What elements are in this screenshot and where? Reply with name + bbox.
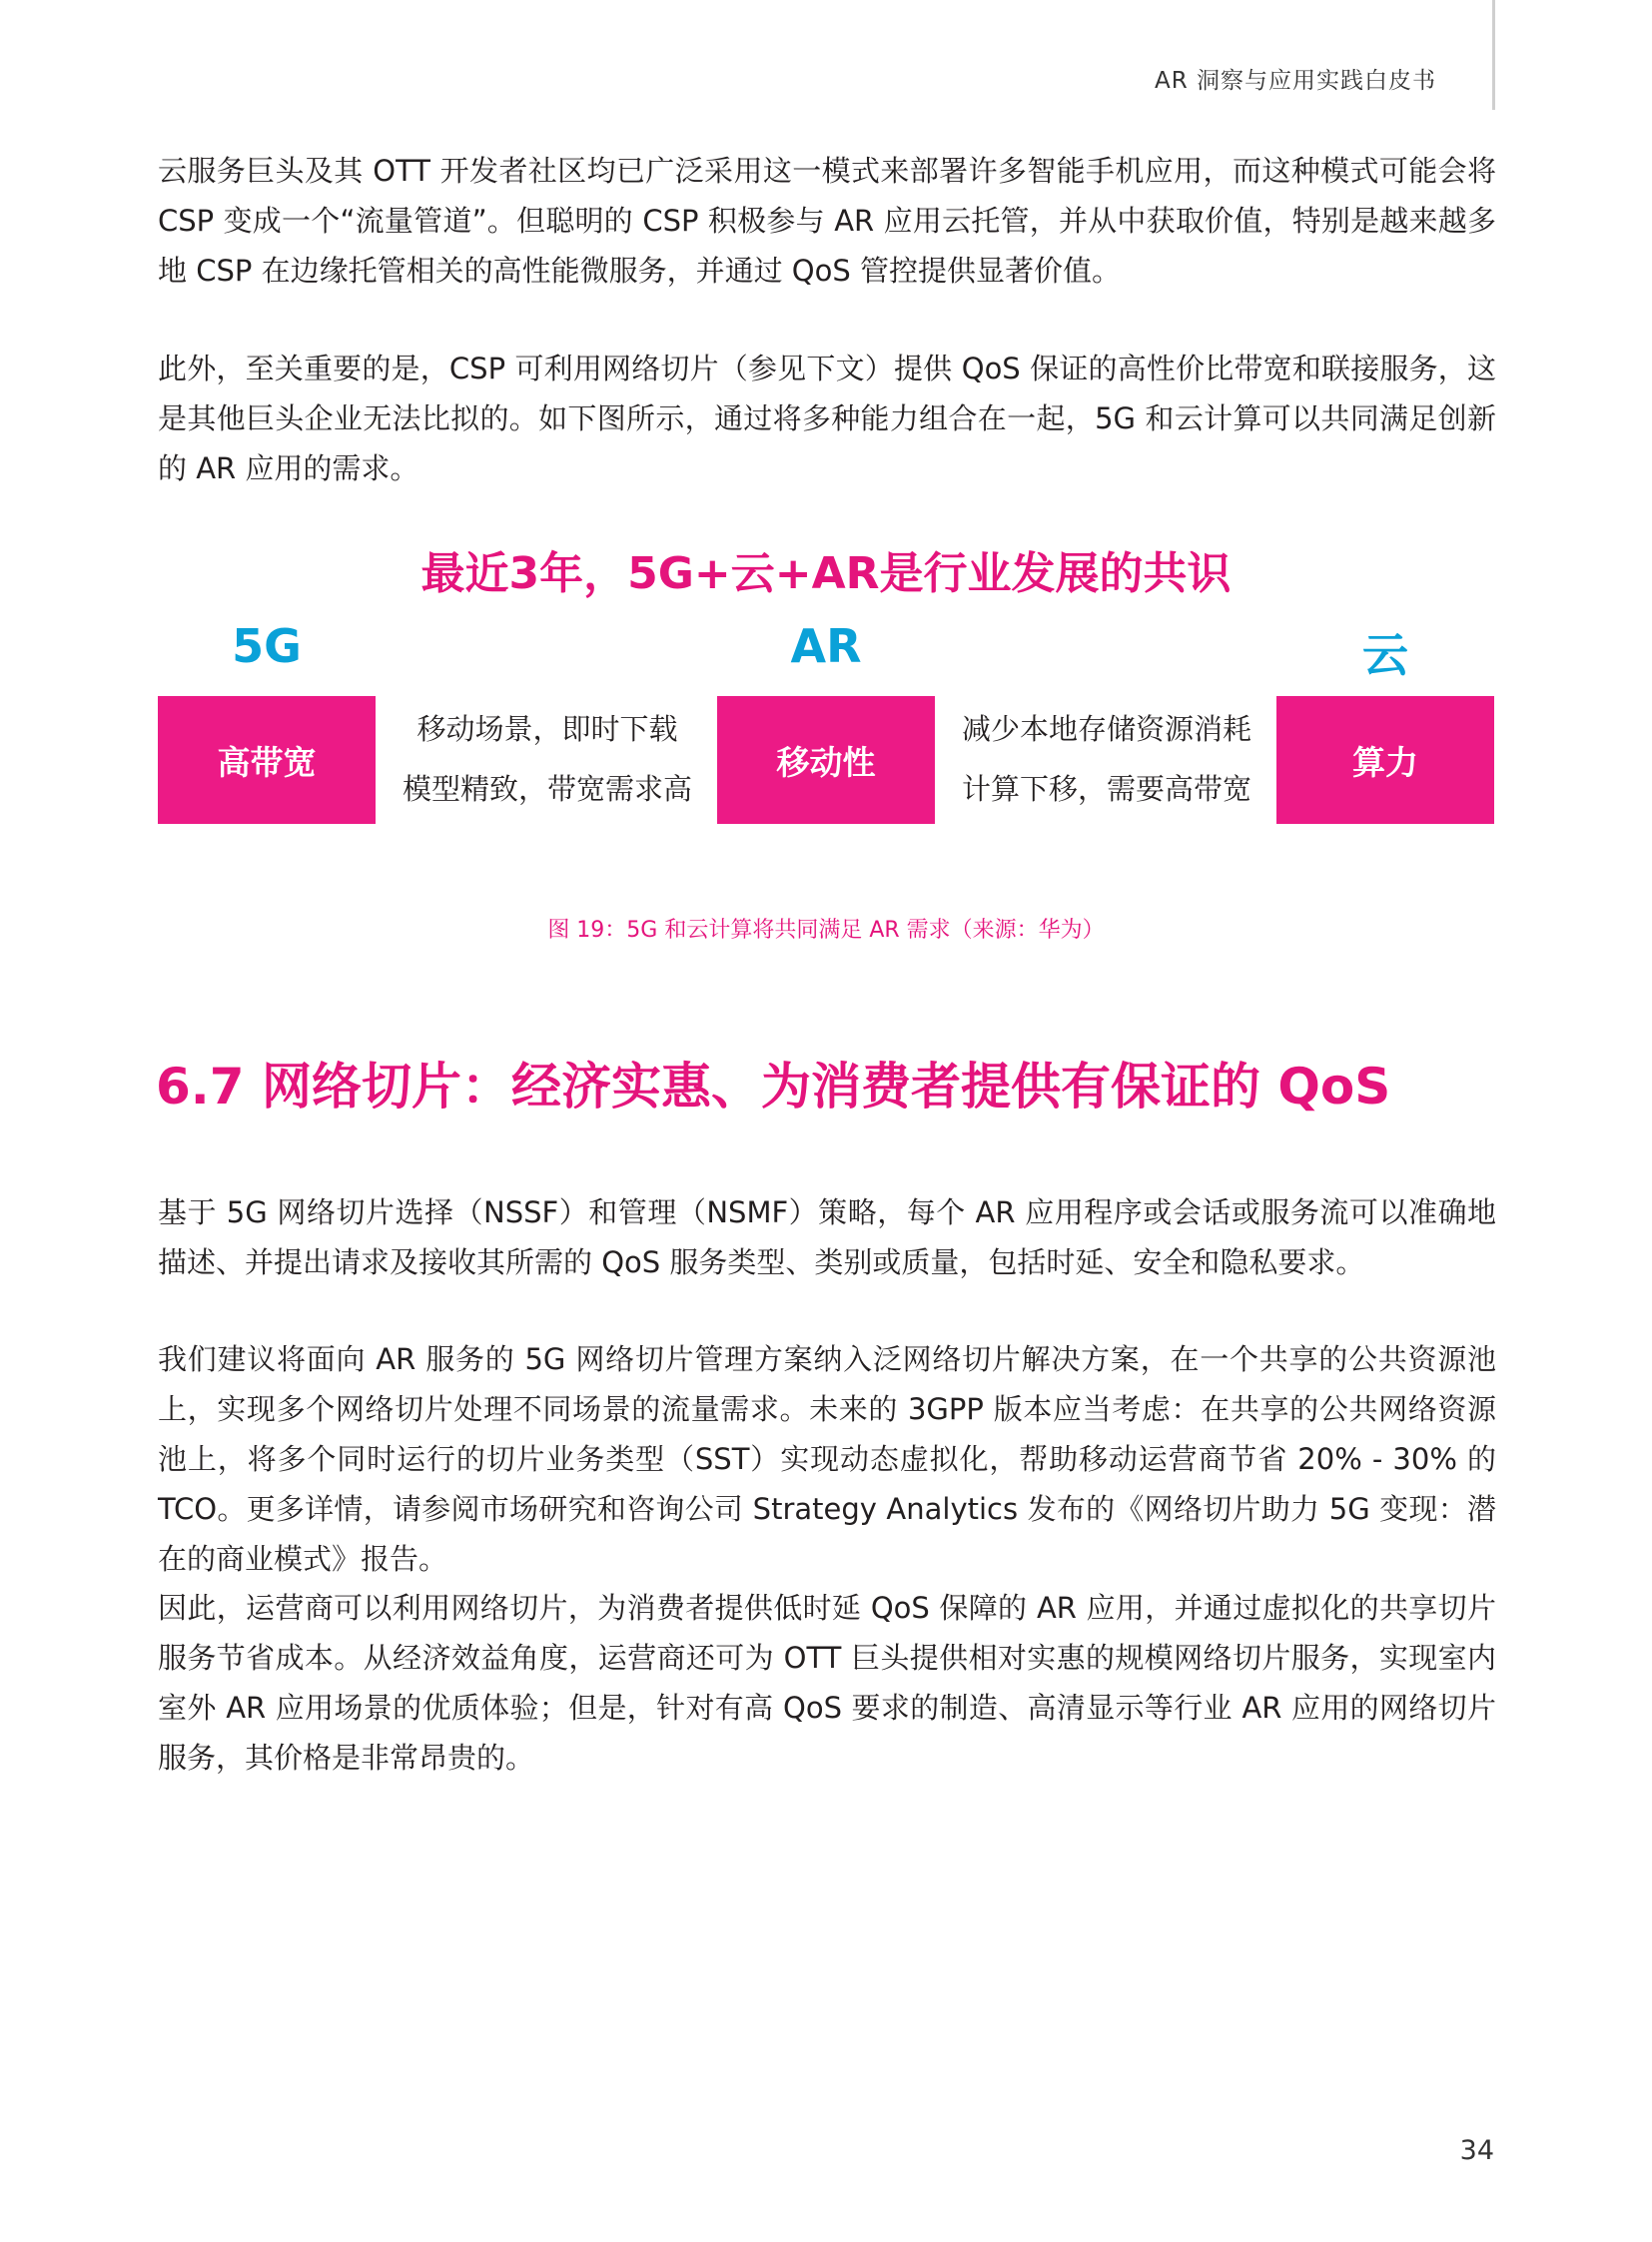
box-high-bandwidth: 高带宽: [158, 696, 376, 824]
body-paragraph-5: 因此，运营商可以利用网络切片，为消费者提供低时延 QoS 保障的 AR 应用，并通过虚拟化的共享切片服务节省成本。从经济效益角度，运营商还可为 OTT 巨头提供相对实惠的规模网络切片服务，实现室内室外 AR 应用场景的优质体验；但是，针对有高 QoS 要求的制造、高清显示等行业 AR 应用的网络切片服务，其价格是非常昂贵的。: [158, 1591, 1496, 1775]
description-line: 移动场景，即时下载: [416, 712, 678, 746]
body-paragraph-1: 云服务巨头及其 OTT 开发者社区均已广泛采用这一模式来部署许多智能手机应用，而这种模式可能会将 CSP 变成一个“流量管道”。但聪明的 CSP 积极参与 AR 应用云托管，并从中获取价值，特别是越来越多地 CSP 在边缘托管相关的高性能微服务，并通过 QoS 管控提供显著价值。: [158, 154, 1496, 288]
column-label-cloud: 云: [1362, 628, 1408, 682]
figure-caption: 图 19：5G 和云计算将共同满足 AR 需求（来源：华为）: [547, 918, 1105, 943]
description-line: 模型精致，带宽需求高: [402, 772, 692, 806]
box-mobility: 移动性: [717, 696, 935, 824]
description-5g-ar: [378, 699, 717, 819]
column-label-5g: 5G: [232, 619, 302, 673]
description-line: 计算下移，需要高带宽: [961, 772, 1251, 806]
body-paragraph-3: 基于 5G 网络切片选择（NSSF）和管理（NSMF）策略，每个 AR 应用程序或会话或服务流可以准确地描述、并提出请求及接收其所需的 QoS 服务类型、类别或质量，包括时延、安全和隐私要求。: [158, 1195, 1496, 1279]
page-number: 34: [1459, 2135, 1494, 2166]
figure-title: 最近3年，5G+云+AR是行业发展的共识: [420, 548, 1232, 599]
body-paragraph-4: 我们建议将面向 AR 服务的 5G 网络切片管理方案纳入泛网络切片解决方案，在一个共享的公共资源池上，实现多个网络切片处理不同场景的流量需求。未来的 3GPP 版本应当考虑：在共享的公共网络资源池上，将多个同时运行的切片业务类型（SST）实现动态虚拟化，帮助移动运营商节省 20% - 30% 的 TCO。更多详情，请参阅市场研究和咨询公司 Strategy Analytics 发布的《网络切片助力 5G 变现：潜在的商业模式》报告。: [158, 1342, 1496, 1576]
description-line: 减少本地存储资源消耗: [961, 712, 1251, 746]
running-header-title: AR 洞察与应用实践白皮书: [1154, 68, 1436, 94]
section-heading: 6.7 网络切片：经济实惠、为消费者提供有保证的 QoS: [156, 1058, 1391, 1116]
header-divider: [1492, 0, 1495, 110]
column-label-ar: AR: [790, 619, 862, 673]
description-ar-cloud: [937, 699, 1276, 819]
box-computing-power: 算力: [1276, 696, 1494, 824]
body-paragraph-2: 此外，至关重要的是，CSP 可利用网络切片（参见下文）提供 QoS 保证的高性价比带宽和联接服务，这是其他巨头企业无法比拟的。如下图所示，通过将多种能力组合在一起，5G 和云计算可以共同满足创新的 AR 应用的需求。: [158, 352, 1496, 485]
